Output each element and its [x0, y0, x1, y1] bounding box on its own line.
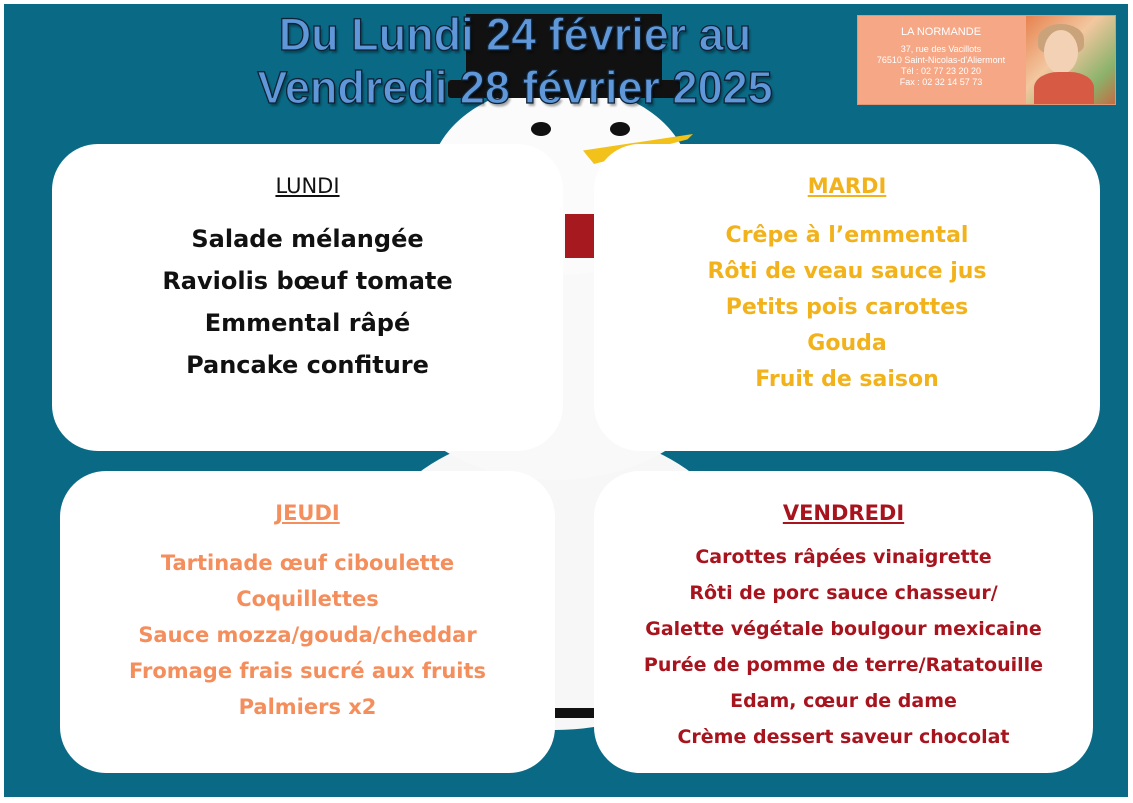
day-card-mardi — [594, 144, 1100, 451]
menu-item: Galette végétale boulgour mexicaine — [645, 618, 1042, 640]
menu-item: Coquillettes — [236, 587, 379, 611]
menu-item: Rôti de veau sauce jus — [707, 259, 987, 284]
day-heading: MARDI — [807, 174, 887, 198]
photo-face — [1044, 30, 1078, 74]
menu-item: Purée de pomme de terre/Ratatouille — [643, 654, 1044, 676]
contact-details — [858, 26, 1024, 88]
company-city: 76510 Saint-Nicolas-d'Aliermont — [876, 55, 1006, 65]
menu-item: Fromage frais sucré aux fruits — [128, 659, 487, 683]
title-line-1: Du Lundi 24 février au — [278, 9, 752, 60]
title-line-2: Vendredi 28 février 2025 — [257, 62, 773, 113]
menu-item: Palmiers x2 — [238, 695, 377, 719]
contact-card — [857, 15, 1116, 105]
day-heading: LUNDI — [275, 174, 340, 198]
snowman-left-eye — [531, 122, 551, 136]
page-title — [215, 8, 815, 114]
menu-item: Raviolis bœuf tomate — [162, 267, 453, 295]
snowman-right-eye — [610, 122, 630, 136]
company-phone: Tél : 02 77 23 20 20 — [900, 66, 982, 76]
menu-item: Rôti de porc sauce chasseur/ — [689, 582, 998, 604]
company-name: LA NORMANDE — [900, 26, 982, 38]
menu-item: Salade mélangée — [191, 225, 424, 253]
day-heading: VENDREDI — [782, 501, 905, 525]
child-photo — [1026, 16, 1116, 105]
menu-item: Pancake confiture — [186, 351, 429, 379]
company-address: 37, rue des Vacillots — [900, 44, 982, 54]
menu-item: Edam, cœur de dame — [730, 690, 957, 712]
day-card-jeudi — [60, 471, 555, 773]
day-card-vendredi — [594, 471, 1093, 773]
menu-item: Tartinade œuf ciboulette — [160, 551, 455, 575]
menu-item: Gouda — [807, 331, 887, 356]
photo-body — [1034, 72, 1094, 105]
snowman-scarf — [565, 214, 597, 258]
menu-item: Crème dessert saveur chocolat — [677, 726, 1010, 748]
menu-item: Sauce mozza/gouda/cheddar — [138, 623, 477, 647]
menu-item: Carottes râpées vinaigrette — [695, 546, 992, 568]
menu-item: Crêpe à l’emmental — [725, 223, 969, 248]
menu-item: Fruit de saison — [755, 367, 939, 392]
day-heading: JEUDI — [275, 501, 340, 525]
day-card-lundi — [52, 144, 563, 451]
menu-item: Petits pois carottes — [725, 295, 969, 320]
menu-item: Emmental râpé — [204, 309, 411, 337]
company-fax: Fax : 02 32 14 57 73 — [899, 77, 983, 87]
